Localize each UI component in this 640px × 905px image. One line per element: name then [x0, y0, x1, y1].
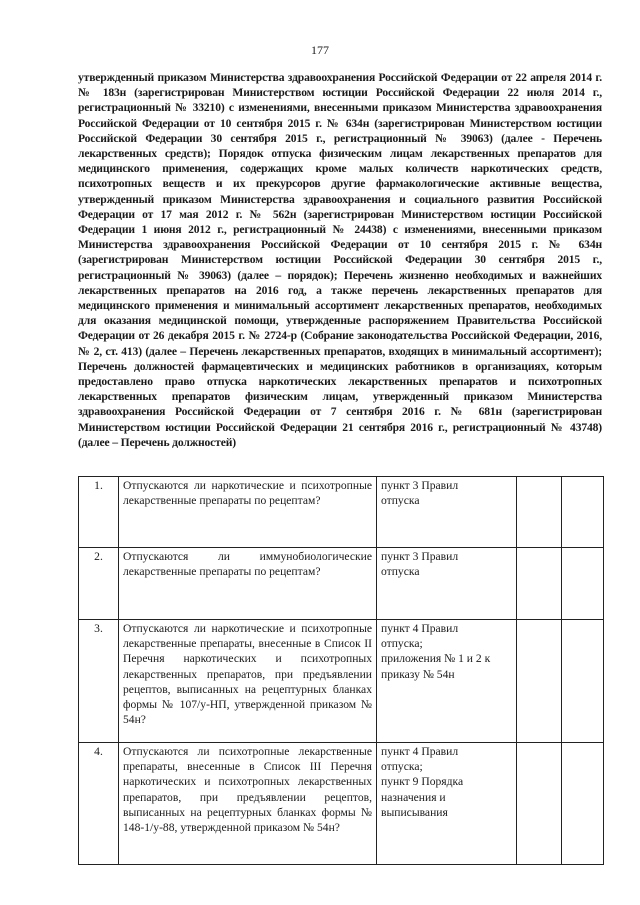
reference-line: пункт 9 Порядка	[381, 775, 464, 789]
answer-cell	[562, 620, 604, 743]
table-row	[79, 477, 604, 548]
table-row	[79, 743, 604, 865]
intro-paragraph: утвержденный приказом Министерства здравоохранения Российской Федерации от 22 апреля 2014 г. № 183н (зарегистрирован Министерством юстиции Российской Федерации 22 июля 2014 г., регистрационный № 33210) с изменениями, внесенными приказом Министерства здравоохранения Российской Федерации от 10 сентября 2015 г. № 634н (зарегистрирован Министерством юстиции Российской Федерации 30 сентября 2015 г., регистрационный № 39063) (далее - Перечень лекарственных средств); Порядок отпуска физическим лицам лекарственных препаратов для медицинского применения, содержащих кроме малых количеств наркотических средств, психотропных веществ и их прекурсоров другие фармакологические активные вещества, утвержденный приказом Министерства здравоохранения и социального развития Российской Федерации от 17 мая 2012 г. № 562н (зарегистрирован Министерством юстиции Российской Федерации 1 июня 2012 г., регистрационный № 24438) с изменениями, внесенными приказом Министерства здравоохранения Российской Федерации от 10 сентября 2015 г. № 634н (зарегистрирован Министерством юстиции Российской Федерации 30 сентября 2015 г., регистрационный № 39063) (далее – порядок); Перечень жизненно необходимых и важнейших лекарственных препаратов на 2016 год, а также перечень лекарственных препаратов для медицинского применения и минимальный ассортимент лекарственных препаратов, необходимых для оказания медицинской помощи, утвержденные распоряжением Правительства Российской Федерации от 26 декабря 2015 г. № 2724-р (Собрание законодательства Российской Федерации, 2016, № 2, ст. 413) (далее – Перечень лекарственных препаратов, входящих в минимальный ассортимент); Перечень должностей фармацевтических и медицинских работников в организациях, которым предоставлено право отпуска наркотических лекарственных препаратов и психотропных лекарственных препаратов физическим лицам, утвержденный приказом Министерства здравоохранения Российской Федерации от 7 сентября 2016 г. № 681н (зарегистрирован Министерством юстиции Российской Федерации 21 сентября 2016 г., регистрационный № 43748) (далее – Перечень должностей)	[78, 71, 602, 449]
reference-cell	[377, 477, 517, 548]
answer-cell	[517, 548, 562, 620]
reference-line: выписывания	[381, 805, 448, 819]
reference-line: назначения и	[381, 790, 446, 804]
row-number: 1.	[79, 477, 119, 548]
reference-line: отпуска	[381, 494, 420, 508]
answer-cell	[517, 477, 562, 548]
answer-cell	[562, 548, 604, 620]
reference-cell	[377, 548, 517, 620]
answer-cell	[562, 743, 604, 865]
reference-cell	[377, 743, 517, 865]
row-number: 4.	[79, 743, 119, 865]
reference-line: отпуска;	[381, 637, 423, 651]
reference-line: пункт 4 Правил	[381, 622, 459, 635]
page-number: 177	[311, 43, 329, 57]
answer-cell	[517, 620, 562, 743]
reference-line: пункт 4 Правил	[381, 745, 459, 758]
answer-cell	[517, 743, 562, 865]
reference-line: пункт 3 Правил	[381, 550, 459, 563]
question-cell: Отпускаются ли иммунобиологические лекарственные препараты по рецептам?	[119, 548, 377, 620]
table-row	[79, 548, 604, 620]
answer-cell	[562, 477, 604, 548]
reference-line: приказу № 54н	[381, 667, 455, 681]
checklist-table	[78, 476, 604, 865]
table-row	[79, 620, 604, 743]
question-cell: Отпускаются ли психотропные лекарственные препараты, внесенные в Список III Перечня наркотических и психотропных лекарственных препаратов, при предъявлении рецептов, выписанных на рецептурных бланках формы № 148-1/у-88, утвержденной приказом № 54н?	[119, 743, 377, 865]
reference-line: приложения № 1 и 2 к	[381, 652, 491, 666]
reference-line: пункт 3 Правил	[381, 479, 459, 492]
row-number: 2.	[79, 548, 119, 620]
reference-line: отпуска	[381, 565, 420, 579]
question-cell: Отпускаются ли наркотические и психотропные лекарственные препараты по рецептам?	[119, 477, 377, 548]
reference-line: отпуска;	[381, 760, 423, 774]
intro-block	[78, 70, 602, 476]
question-cell: Отпускаются ли наркотические и психотропные лекарственные препараты, внесенные в Список II Перечня наркотических и психотропных лекарственных препаратов, при предъявлении рецептов, выписанных на рецептурных бланках формы № 107/у-НП, утвержденной приказом № 54н?	[119, 620, 377, 743]
row-number: 3.	[79, 620, 119, 743]
reference-cell	[377, 620, 517, 743]
